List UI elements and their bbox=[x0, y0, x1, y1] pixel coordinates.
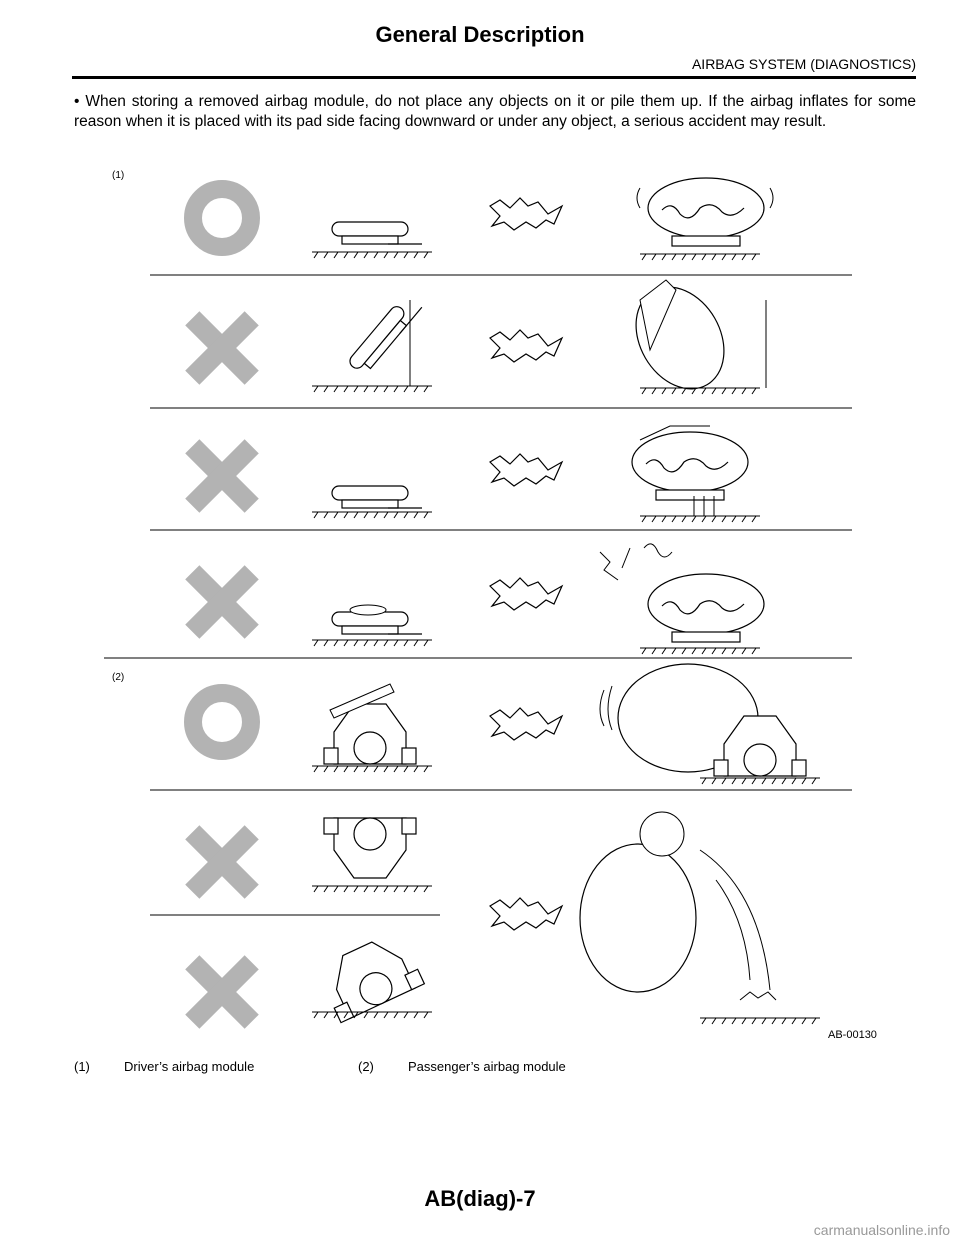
driver-airbag-inflated-flipped bbox=[632, 426, 760, 522]
legend-item-passenger bbox=[358, 1059, 566, 1074]
driver-module-leaning bbox=[312, 293, 432, 392]
passenger-airbag-inflated-safe bbox=[600, 664, 820, 784]
passenger-module-upright bbox=[312, 684, 432, 772]
inflation-burst-icon bbox=[490, 454, 562, 486]
section-subtitle: AIRBAG SYSTEM (DIAGNOSTICS) bbox=[691, 56, 916, 72]
legend-number: (2) bbox=[358, 1059, 374, 1074]
driver-module-with-object bbox=[312, 605, 432, 646]
figure-label-driver: (1) bbox=[112, 170, 125, 181]
legend-number: (1) bbox=[74, 1059, 90, 1074]
driver-airbag-object-projected bbox=[600, 544, 764, 654]
figure-label-passenger: (2) bbox=[112, 672, 125, 683]
inflation-burst-icon bbox=[490, 898, 562, 930]
watermark: carmanualsonline.info bbox=[813, 1222, 950, 1238]
inflation-burst-icon bbox=[490, 578, 562, 610]
legend-text: Driver’s airbag module bbox=[124, 1059, 255, 1074]
header-rule bbox=[72, 76, 916, 79]
cross-ng-icon bbox=[163, 543, 282, 662]
inflation-burst-icon bbox=[490, 330, 562, 362]
cross-ng-icon bbox=[163, 803, 282, 922]
driver-airbag-inflated-hazard bbox=[618, 271, 766, 405]
driver-airbag-inflated-safe bbox=[637, 178, 773, 260]
page-number: AB(diag)-7 bbox=[424, 1186, 536, 1211]
legend-text: Passenger’s airbag module bbox=[408, 1059, 566, 1074]
cross-ng-icon bbox=[163, 289, 282, 408]
cross-ng-icon bbox=[163, 933, 282, 1050]
inflation-burst-icon bbox=[490, 708, 562, 740]
figure-code: AB-00130 bbox=[828, 1029, 877, 1041]
page-title: General Description bbox=[375, 22, 585, 47]
airbag-storage-figure bbox=[0, 160, 960, 1050]
cross-ng-icon bbox=[163, 417, 282, 536]
driver-module-upright bbox=[312, 222, 432, 258]
circle-ok-icon bbox=[193, 189, 251, 247]
driver-module-face-down bbox=[312, 486, 432, 518]
passenger-module-upside-down bbox=[312, 818, 432, 892]
passenger-module-tipped bbox=[312, 929, 432, 1022]
circle-ok-icon bbox=[193, 693, 251, 751]
inflation-burst-icon bbox=[490, 198, 562, 230]
legend-item-driver bbox=[74, 1059, 254, 1074]
caution-text: When storing a removed airbag module, do not place any objects on it or pile them up. If the airbag inflates for some reason when it is placed with its pad side facing downward or under any object, a serious accident may result. bbox=[74, 93, 917, 130]
caution-paragraph bbox=[74, 92, 916, 132]
bullet: • bbox=[74, 93, 80, 110]
passenger-airbag-launched bbox=[580, 812, 820, 1024]
